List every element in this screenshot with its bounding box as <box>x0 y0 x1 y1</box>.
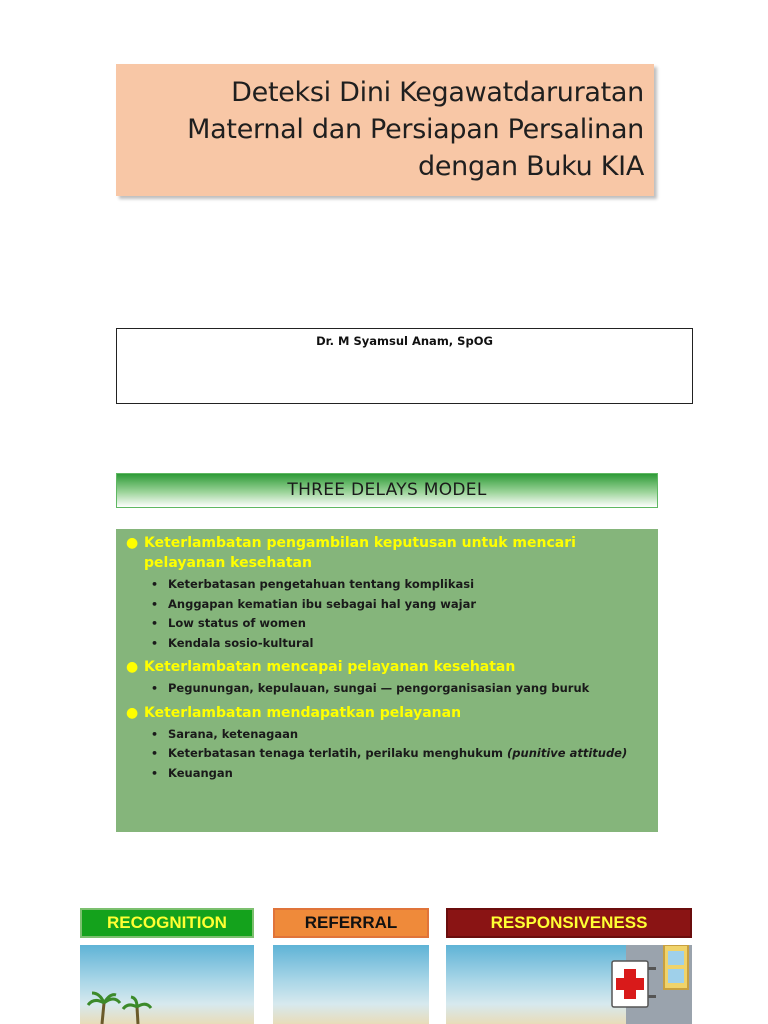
bullet-dot-icon: ● <box>126 704 139 721</box>
delay-item-2-text: Keterlambatan mencapai pelayanan kesehatan <box>144 659 516 675</box>
list-item: • Anggapan kematian ibu sebagai hal yang wajar <box>124 595 648 615</box>
bullet-dot-icon: ● <box>126 659 139 675</box>
list-item: • Sarana, ketenagaan <box>124 725 648 745</box>
bullet-dot-icon: • <box>151 617 159 630</box>
title-line-3: dengan Buku KIA <box>417 151 644 182</box>
bullet-dot-icon: • <box>151 727 159 741</box>
list-item: • Keterbatasan pengetahuan tentang komplikasi <box>124 575 648 595</box>
bullet-dot-icon: ● <box>126 535 139 551</box>
referral-illustration <box>273 945 429 1024</box>
delay-item-3 <box>124 703 648 723</box>
referral-label: REFERRAL <box>273 908 429 938</box>
delay-item-3-subs <box>124 725 648 784</box>
recognition-label: RECOGNITION <box>80 908 254 938</box>
three-delays-content <box>116 529 658 832</box>
punitive-attitude-emphasis: (punitive attitude) <box>507 746 628 760</box>
list-item: • Keterbatasan tenaga terlatih, perilaku menghukum (punitive attitude) <box>124 744 648 764</box>
list-item: • Low status of women <box>124 614 648 634</box>
red-cross-icon <box>612 961 648 1007</box>
author-box <box>116 328 693 404</box>
delay-item-2-subs <box>124 679 648 699</box>
delay-item-3-text: Keterlambatan mendapatkan pelayanan <box>144 704 462 721</box>
bullet-dot-icon: • <box>151 682 159 695</box>
bullet-dot-icon: • <box>151 578 159 591</box>
list-item: • Kendala sosio-kultural <box>124 634 648 654</box>
responsiveness-illustration <box>446 945 692 1024</box>
delay-item-1-subs <box>124 575 648 653</box>
list-item: • Pegunungan, kepulauan, sungai — pengorganisasian yang buruk <box>124 679 648 699</box>
bullet-dot-icon: • <box>151 636 159 650</box>
delay-item-1 <box>124 533 648 573</box>
palm-tree-icon <box>80 945 254 1024</box>
recognition-illustration <box>80 945 254 1024</box>
bullet-dot-icon: • <box>151 747 159 760</box>
three-delays-header: THREE DELAYS MODEL <box>116 473 658 508</box>
bullet-dot-icon: • <box>151 766 159 780</box>
slide-title-box <box>116 64 654 196</box>
delay-item-1-text: Keterlambatan pengambilan keputusan untuk mencari pelayanan kesehatan <box>144 535 576 571</box>
responsiveness-label: RESPONSIVENESS <box>446 908 692 938</box>
list-item: • Keuangan <box>124 764 648 784</box>
delay-item-2 <box>124 657 648 677</box>
bullet-dot-icon: • <box>151 597 159 611</box>
title-line-2: Maternal dan Persiapan Persalinan <box>187 114 644 145</box>
title-line-1: Deteksi Dini Kegawatdaruratan <box>231 77 644 108</box>
author-name: Dr. M Syamsul Anam, SpOG <box>316 334 493 348</box>
